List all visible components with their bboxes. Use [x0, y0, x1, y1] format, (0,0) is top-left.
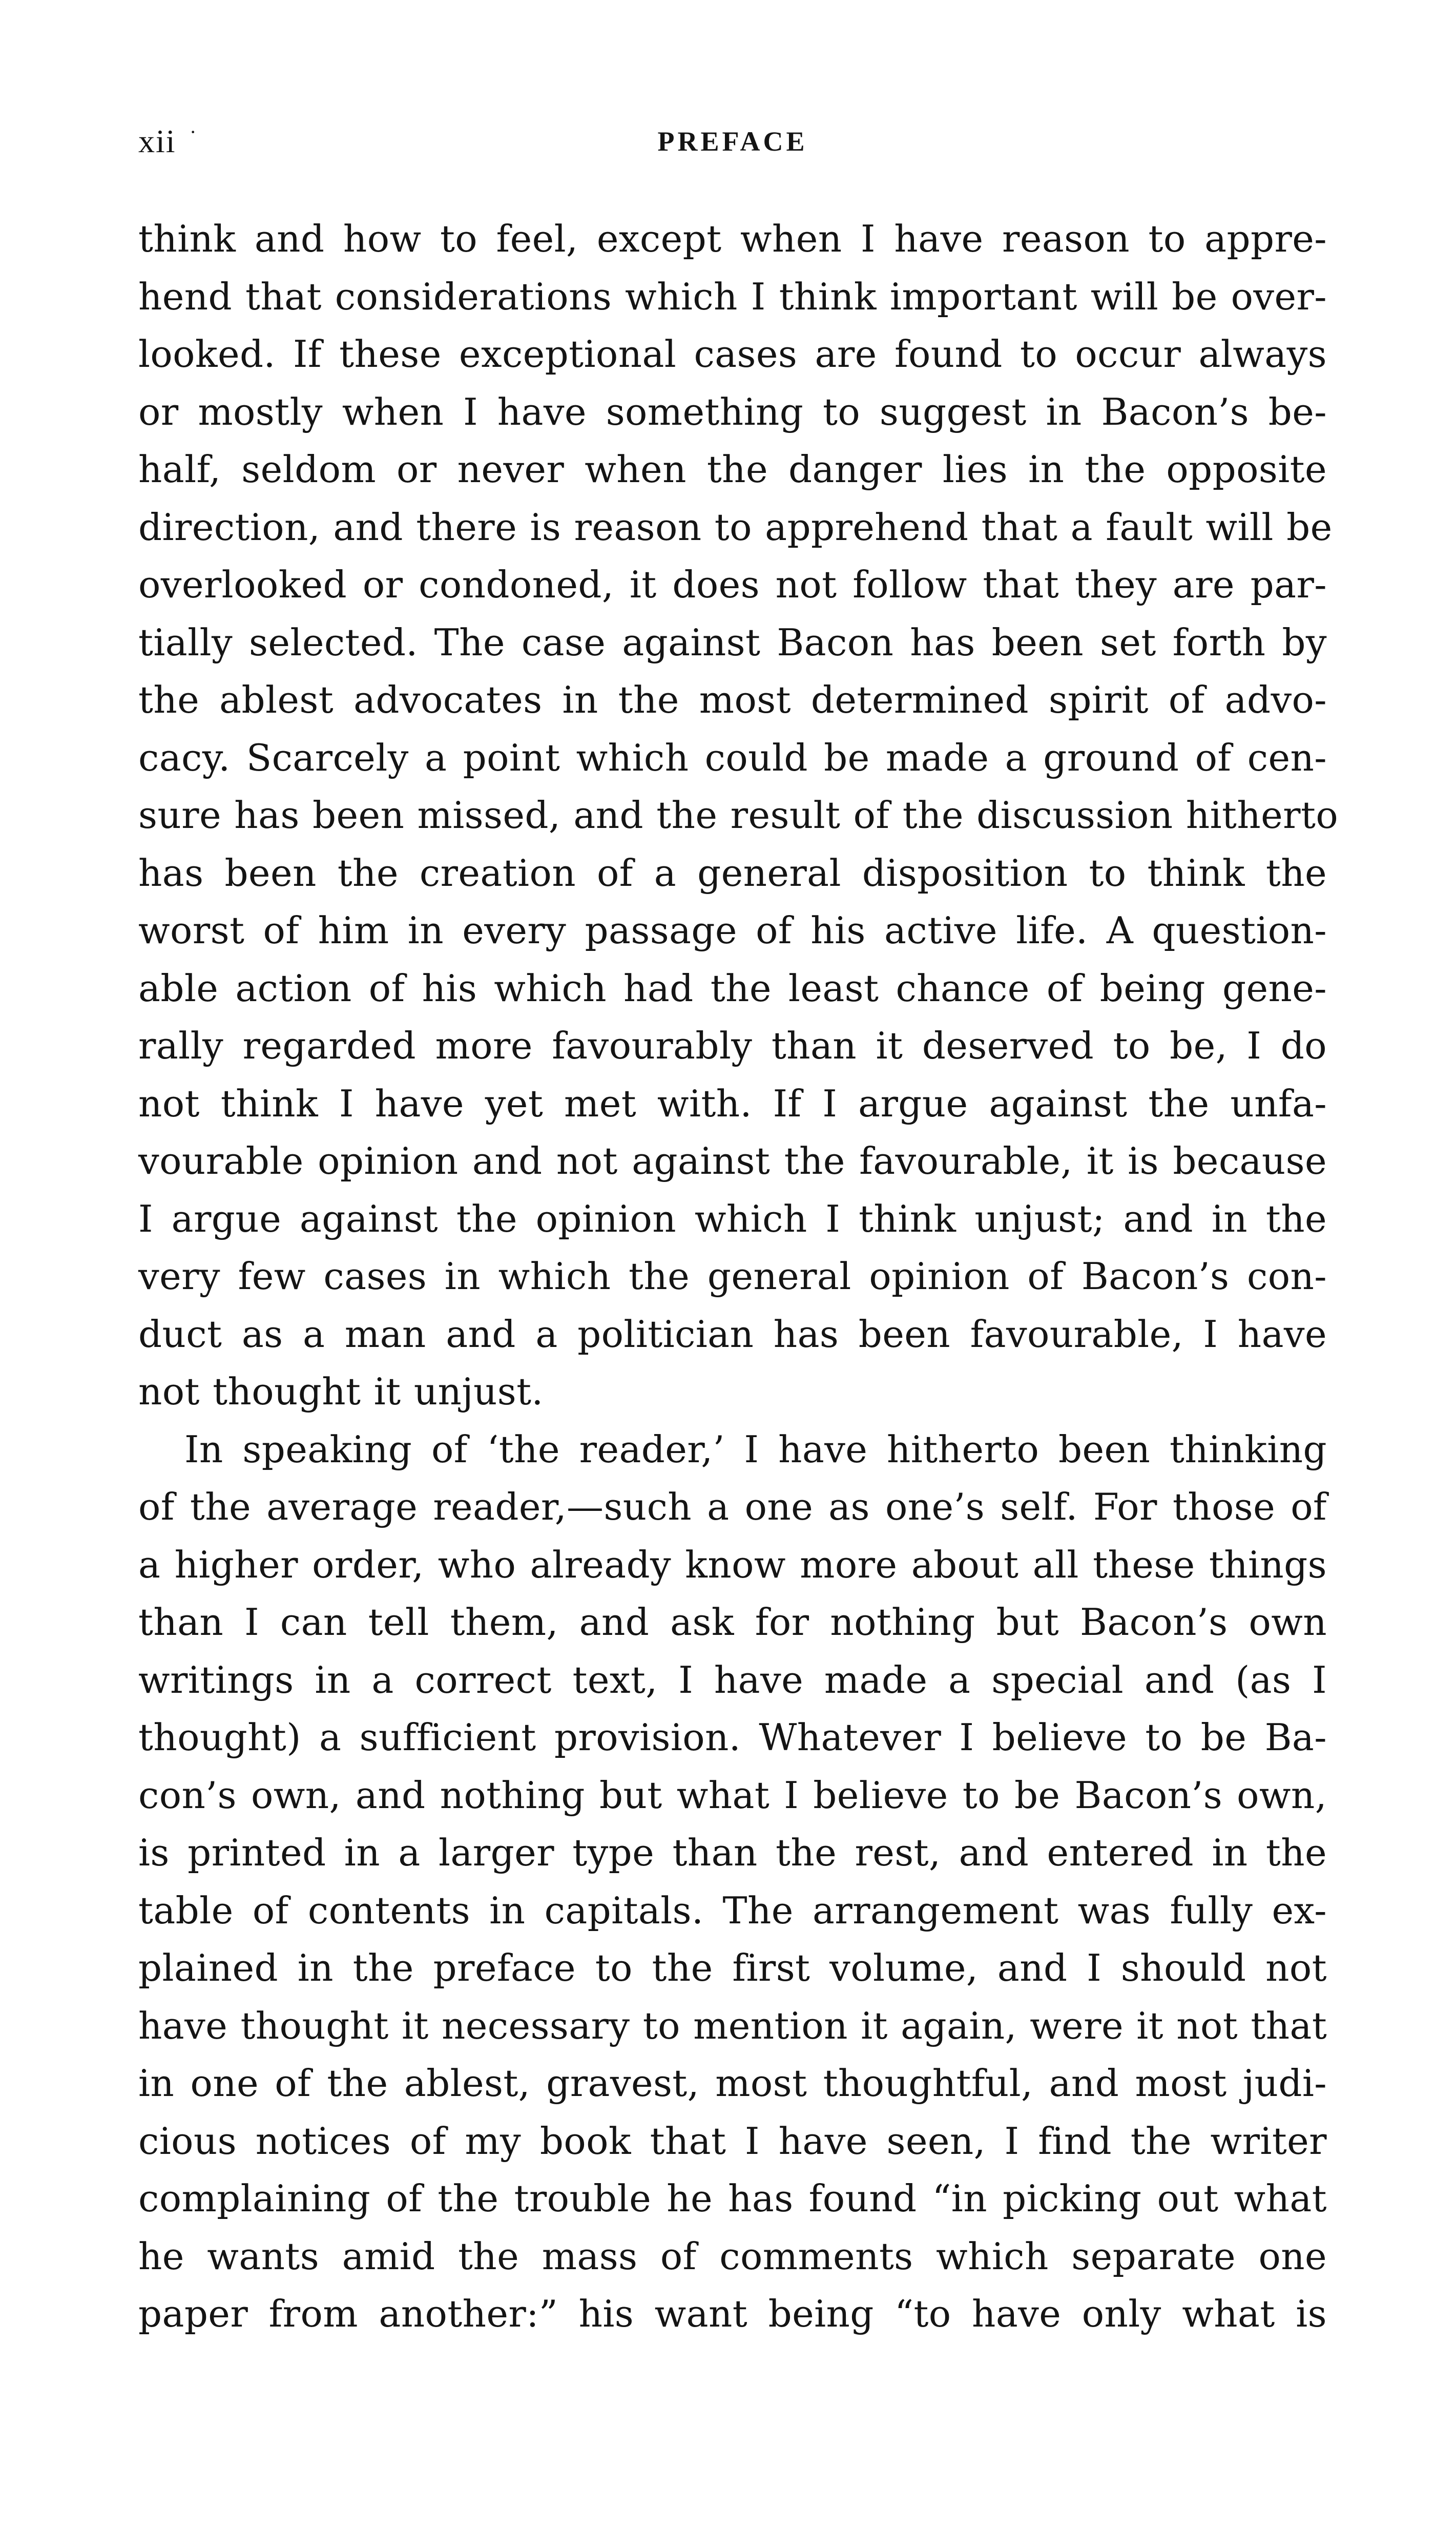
text-line: tially selected. The case against Bacon has been set forth by: [138, 620, 1327, 664]
text-line: think and how to feel, except when I have reason to appre-: [138, 217, 1327, 260]
running-head: [138, 121, 1327, 162]
text-line: con’s own, and nothing but what I believe to be Bacon’s own,: [138, 1773, 1327, 1817]
text-line: paper from another:” his want being “to have only what is: [138, 2292, 1327, 2335]
text-line: hend that considerations which I think important will be over-: [138, 275, 1327, 318]
text-line: of the average reader,—such a one as one’s self. For those of: [138, 1485, 1327, 1528]
text-line: thought) a sufficient provision. Whatever I believe to be Ba-: [138, 1716, 1327, 1759]
text-line: cious notices of my book that I have seen, I find the writer: [138, 2119, 1327, 2163]
text-line: plained in the preface to the first volume, and I should not: [138, 1946, 1327, 1989]
text-line: looked. If these exceptional cases are found to occur always: [138, 333, 1327, 376]
text-line: table of contents in capitals. The arrangement was fully ex-: [138, 1888, 1327, 1932]
text-line: writings in a correct text, I have made a special and (as I: [138, 1658, 1327, 1701]
text-line: cacy. Scarcely a point which could be made a ground of cen-: [138, 736, 1327, 779]
text-line: rally regarded more favourably than it deserved to be, I do: [138, 1024, 1327, 1067]
text-line: direction, and there is reason to apprehend that a fault will be: [138, 505, 1333, 549]
text-line: the ablest advocates in the most determined spirit of advo-: [138, 678, 1327, 721]
body-text: [138, 210, 1339, 2343]
text-line: a higher order, who already know more about all these things: [138, 1543, 1327, 1586]
text-line: not think I have yet met with. If I argue against the unfa-: [138, 1082, 1327, 1125]
paragraph-end-line: not thought it unjust.: [138, 1370, 544, 1413]
running-title: PREFACE: [657, 126, 808, 157]
paragraph-start-line: In speaking of ‘the reader,’ I have hitherto been thinking: [184, 1427, 1327, 1471]
text-line: he wants amid the mass of comments which separate one: [138, 2234, 1327, 2278]
text-line: half, seldom or never when the danger lies in the opposite: [138, 448, 1327, 491]
text-line: complaining of the trouble he has found “in picking out what: [138, 2177, 1327, 2220]
text-line: duct as a man and a politician has been favourable, I have: [138, 1312, 1327, 1356]
text-line: have thought it necessary to mention it again, were it not that: [138, 2004, 1327, 2047]
text-line: very few cases in which the general opinion of Bacon’s con-: [138, 1255, 1327, 1298]
text-line: worst of him in every passage of his active life. A question-: [138, 909, 1327, 952]
text-line: sure has been missed, and the result of the discussion hitherto: [138, 794, 1339, 837]
text-line: able action of his which had the least chance of being gene-: [138, 966, 1327, 1010]
text-line: I argue against the opinion which I think unjust; and in the: [138, 1197, 1327, 1240]
text-line: than I can tell them, and ask for nothing but Bacon’s own: [138, 1601, 1327, 1644]
page-number: xii ·: [138, 121, 176, 162]
text-line: overlooked or condoned, it does not follow that they are par-: [138, 563, 1327, 606]
text-line: vourable opinion and not against the favourable, it is because: [138, 1139, 1327, 1182]
text-line: or mostly when I have something to suggest in Bacon’s be-: [138, 390, 1327, 433]
text-line: has been the creation of a general disposition to think the: [138, 851, 1327, 895]
text-line: in one of the ablest, gravest, most thoughtful, and most judi-: [138, 2062, 1327, 2105]
text-line: is printed in a larger type than the rest, and entered in the: [138, 1831, 1327, 1874]
